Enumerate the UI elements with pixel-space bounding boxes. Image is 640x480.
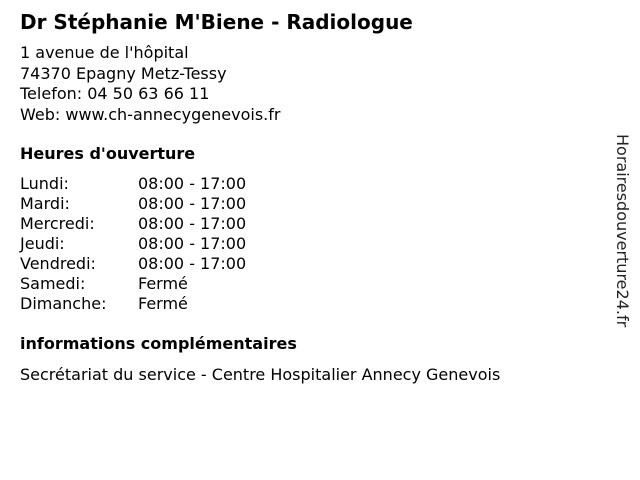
hours-time: 08:00 - 17:00 — [138, 214, 247, 233]
hours-row-monday — [20, 174, 246, 194]
web-line: Web: www.ch-annecygenevois.fr — [20, 104, 281, 124]
hours-day: Jeudi: — [20, 234, 65, 253]
hours-day: Dimanche: — [20, 294, 107, 313]
hours-row-thursday — [20, 234, 246, 254]
hours-row-tuesday — [20, 194, 246, 214]
phone-line: Telefon: 04 50 63 66 11 — [20, 84, 210, 103]
opening-hours-heading: Heures d'ouverture — [20, 144, 196, 163]
hours-row-wednesday — [20, 214, 246, 234]
hours-day: Mercredi: — [20, 214, 95, 233]
site-watermark: Horairesdouverture24.fr — [613, 134, 632, 328]
hours-day: Samedi: — [20, 274, 86, 293]
address-line-city: 74370 Epagny Metz-Tessy — [20, 63, 227, 83]
page-title: Dr Stéphanie M'Biene - Radiologue — [20, 10, 413, 34]
hours-day: Vendredi: — [20, 254, 96, 273]
hours-time: 08:00 - 17:00 — [138, 174, 247, 193]
opening-hours-table — [20, 174, 246, 314]
hours-day: Lundi: — [20, 174, 69, 193]
hours-time: 08:00 - 17:00 — [138, 234, 247, 253]
additional-info-text: Secrétariat du service - Centre Hospitalier Annecy Genevois — [20, 365, 501, 384]
hours-row-saturday — [20, 274, 246, 294]
hours-time: Fermé — [138, 274, 188, 293]
hours-time: 08:00 - 17:00 — [138, 194, 247, 213]
contact-block — [20, 43, 280, 125]
hours-day: Mardi: — [20, 194, 70, 213]
additional-info-heading: informations complémentaires — [20, 334, 297, 353]
hours-time: Fermé — [138, 294, 188, 313]
hours-row-sunday — [20, 294, 246, 314]
hours-row-friday — [20, 254, 246, 274]
hours-time: 08:00 - 17:00 — [138, 254, 247, 273]
address-line-street: 1 avenue de l'hôpital — [20, 43, 189, 62]
